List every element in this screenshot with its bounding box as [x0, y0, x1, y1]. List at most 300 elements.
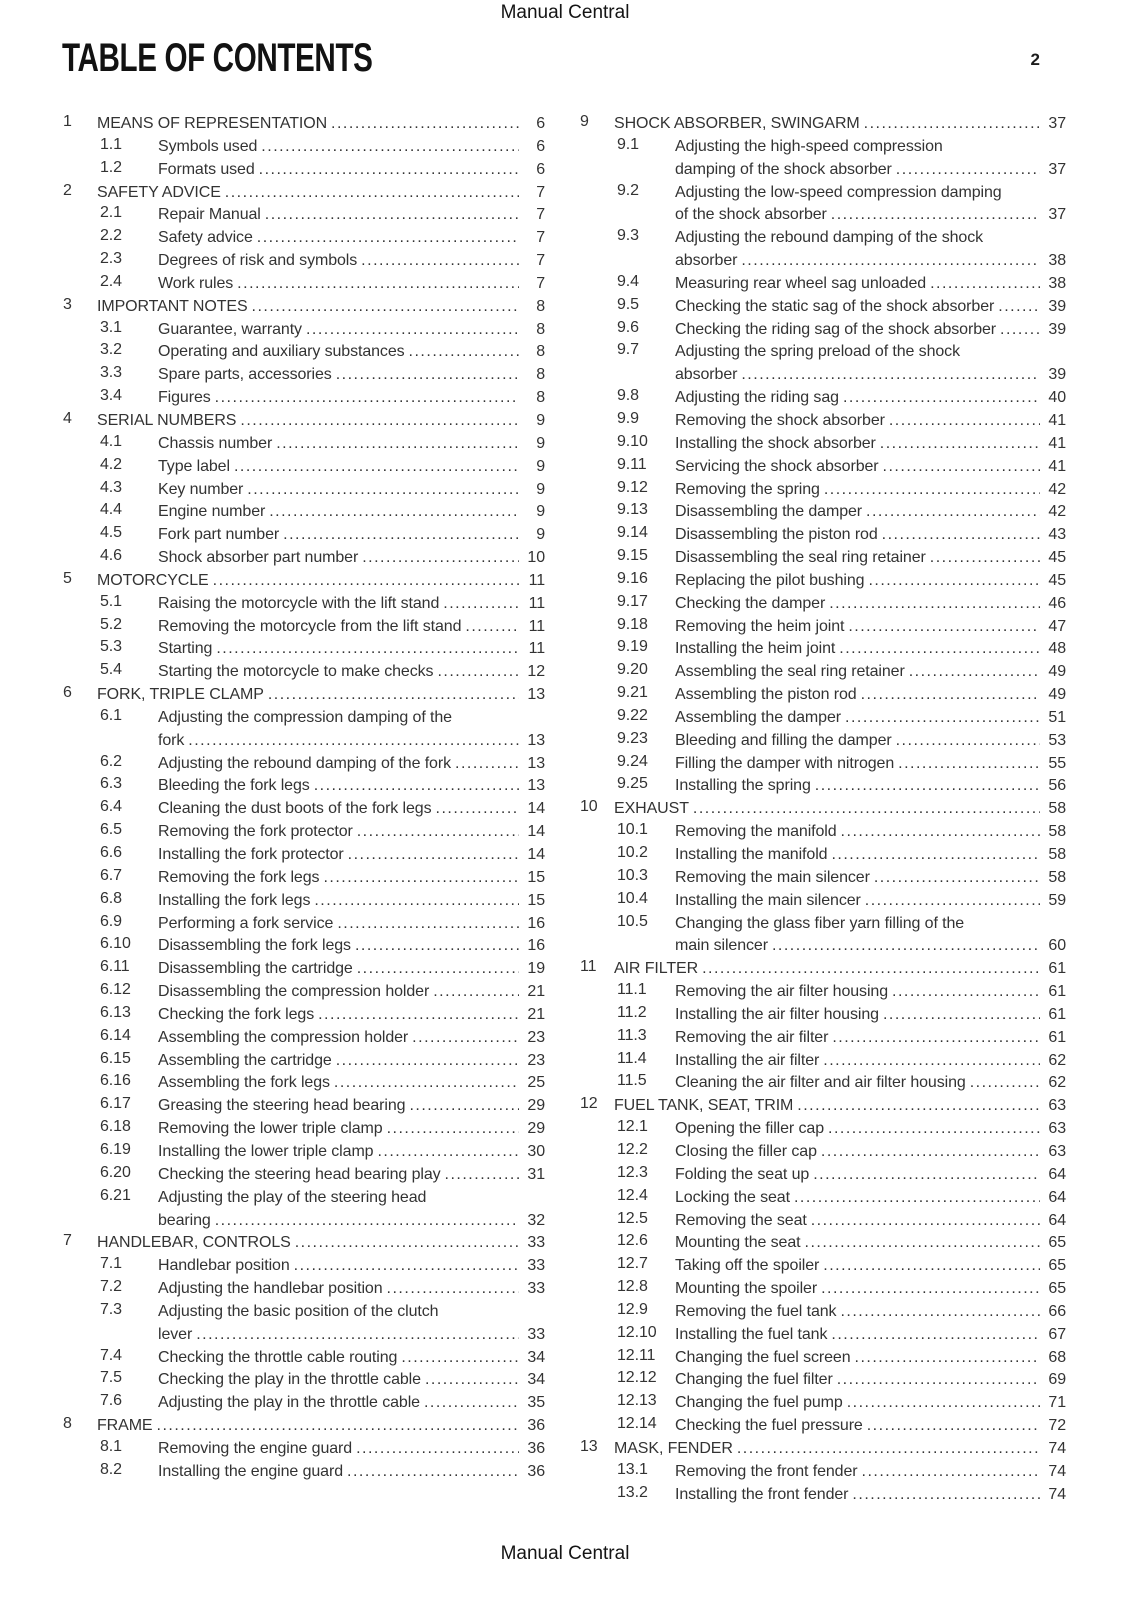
toc-entry[interactable]: [63, 1278, 545, 1301]
dot-leader: [864, 113, 1040, 136]
entry-page: 9: [536, 503, 545, 521]
toc-entry[interactable]: [580, 296, 1066, 319]
toc-entry[interactable]: [63, 958, 545, 981]
entry-body: [158, 1050, 545, 1073]
toc-entry[interactable]: [63, 798, 545, 821]
toc-entry[interactable]: [580, 1004, 1066, 1027]
dot-leader: [797, 1095, 1040, 1118]
toc-entry[interactable]: [63, 1050, 545, 1073]
entry-number: 6.12: [100, 981, 131, 999]
entry-line: [675, 661, 1066, 684]
entry-number: 9.12: [617, 478, 648, 496]
entry-line: [158, 753, 545, 776]
toc-entry[interactable]: [580, 958, 1066, 981]
entry-page: 6: [536, 115, 545, 132]
toc-entry[interactable]: [63, 1072, 545, 1095]
toc-entry[interactable]: [63, 1255, 545, 1278]
toc-entry[interactable]: [63, 250, 545, 273]
toc-entry[interactable]: [63, 547, 545, 570]
dot-leader: [845, 707, 1040, 730]
entry-line: [675, 1301, 1066, 1324]
entry-body: [675, 296, 1066, 319]
entry-number: 6.7: [100, 866, 122, 884]
entry-title: absorber: [675, 366, 738, 384]
toc-entry[interactable]: [63, 524, 545, 547]
entry-title: Installing the air filter: [675, 1051, 820, 1069]
entry-title: Bleeding the fork legs: [158, 777, 310, 795]
entry-page: 58: [1048, 846, 1066, 863]
toc-entry[interactable]: [580, 753, 1066, 776]
entry-number: 12.9: [617, 1300, 648, 1318]
entry-page: 15: [527, 891, 545, 909]
toc-entry[interactable]: [580, 1415, 1066, 1438]
toc-entry[interactable]: [63, 1141, 545, 1164]
toc-entry[interactable]: [580, 319, 1066, 342]
entry-page: 61: [1048, 983, 1066, 1001]
entry-page: 56: [1048, 777, 1066, 795]
toc-entry[interactable]: [63, 1369, 545, 1392]
entry-title: FORK, TRIPLE CLAMP: [97, 686, 264, 704]
entry-body: [158, 1187, 545, 1233]
dot-leader: [855, 1347, 1041, 1370]
entry-body: [158, 273, 545, 296]
toc-entry[interactable]: [580, 616, 1066, 639]
toc-entry[interactable]: [63, 638, 545, 661]
entry-page: 47: [1048, 617, 1066, 635]
entry-body: [675, 913, 1066, 959]
dot-leader: [334, 1072, 519, 1095]
entry-body: [158, 227, 545, 250]
toc-entry[interactable]: [63, 456, 545, 479]
entry-body: [158, 1438, 545, 1461]
toc-entry[interactable]: [580, 1187, 1066, 1210]
toc-entry[interactable]: [580, 1278, 1066, 1301]
entry-number: 6.13: [100, 1003, 131, 1021]
toc-entry[interactable]: [580, 433, 1066, 456]
entry-body: [158, 981, 545, 1004]
entry-line: [158, 1027, 545, 1050]
entry-title: Assembling the cartridge: [158, 1051, 332, 1069]
entry-line: [675, 1210, 1066, 1233]
entry-number: 9.16: [617, 569, 648, 587]
entry-page: 61: [1048, 1005, 1066, 1023]
entry-title: Assembling the piston rod: [675, 686, 857, 704]
toc: [63, 113, 1066, 1506]
entry-title: bearing: [158, 1211, 211, 1229]
entry-page: 13: [527, 731, 545, 749]
toc-entry[interactable]: [580, 638, 1066, 661]
toc-entry[interactable]: [580, 1324, 1066, 1347]
toc-entry[interactable]: [63, 707, 545, 753]
toc-entry[interactable]: [63, 935, 545, 958]
toc-entry[interactable]: [580, 1301, 1066, 1324]
entry-number: 2.1: [100, 204, 122, 222]
dot-leader: [216, 638, 519, 661]
toc-entry[interactable]: [580, 867, 1066, 890]
entry-title: Engine number: [158, 503, 266, 521]
toc-entry[interactable]: [580, 1164, 1066, 1187]
dot-leader: [867, 1415, 1040, 1438]
toc-entry[interactable]: [580, 1232, 1066, 1255]
entry-page: 45: [1048, 571, 1066, 589]
toc-entry[interactable]: [63, 1164, 545, 1187]
toc-entry[interactable]: [63, 1415, 545, 1438]
entry-page: 21: [527, 983, 545, 1001]
entry-line: [675, 250, 1066, 273]
entry-line: [675, 867, 1066, 890]
entry-line: [158, 1210, 545, 1233]
toc-entry[interactable]: [580, 981, 1066, 1004]
toc-entry[interactable]: [63, 1004, 545, 1027]
entry-number: 11.2: [617, 1003, 647, 1021]
entry-body: [675, 1278, 1066, 1301]
entry-body: [158, 1027, 545, 1050]
entry-title: Repair Manual: [158, 206, 261, 224]
toc-entry[interactable]: [63, 775, 545, 798]
entry-title: HANDLEBAR, CONTROLS: [97, 1234, 291, 1252]
entry-page: 9: [536, 457, 545, 475]
entry-page: 8: [536, 297, 545, 315]
entry-body: [158, 593, 545, 616]
toc-entry[interactable]: [63, 616, 545, 639]
toc-entry[interactable]: [63, 387, 545, 410]
toc-entry[interactable]: [580, 1050, 1066, 1073]
entry-body: [675, 433, 1066, 456]
toc-entry[interactable]: [63, 981, 545, 1004]
dot-leader: [196, 1324, 519, 1347]
toc-entry[interactable]: [580, 1347, 1066, 1370]
entry-line: [675, 1050, 1066, 1073]
entry-number: 1.2: [100, 158, 122, 176]
dot-leader: [840, 1301, 1040, 1324]
entry-number: 10: [580, 798, 598, 816]
entry-title: fork: [158, 731, 185, 749]
entry-page: 8: [536, 343, 545, 361]
entry-page: 60: [1048, 937, 1066, 955]
toc-entry[interactable]: [580, 136, 1066, 182]
entry-line: [675, 570, 1066, 593]
entry-page: 67: [1048, 1325, 1066, 1343]
toc-entry[interactable]: [580, 1369, 1066, 1392]
dot-leader: [831, 844, 1040, 867]
entry-number: 9.17: [617, 592, 648, 610]
dot-leader: [409, 341, 519, 364]
toc-entry[interactable]: [63, 1095, 545, 1118]
entry-body: [675, 867, 1066, 890]
entry-line: [675, 1278, 1066, 1301]
entry-number: 9.5: [617, 295, 639, 313]
toc-entry[interactable]: [580, 593, 1066, 616]
entry-number: 6.5: [100, 821, 122, 839]
entry-body: [675, 890, 1066, 913]
entry-number: 6.11: [100, 958, 130, 976]
entry-body: [158, 1004, 545, 1027]
toc-entry[interactable]: [63, 296, 545, 319]
toc-entry[interactable]: [580, 844, 1066, 867]
toc-entry[interactable]: [63, 661, 545, 684]
toc-entry[interactable]: [580, 684, 1066, 707]
entry-number: 9.4: [617, 272, 639, 290]
entry-body: [158, 1347, 545, 1370]
toc-entry[interactable]: [63, 1347, 545, 1370]
entry-body: [675, 1210, 1066, 1233]
toc-entry[interactable]: [63, 1232, 545, 1255]
entry-number: 8.2: [100, 1460, 122, 1478]
entry-page: 66: [1048, 1302, 1066, 1320]
entry-number: 9.8: [617, 387, 639, 405]
entry-line: [158, 433, 545, 456]
entry-body: [158, 935, 545, 958]
toc-entry[interactable]: [63, 136, 545, 159]
toc-entry[interactable]: [580, 570, 1066, 593]
toc-entry[interactable]: [580, 1255, 1066, 1278]
dot-leader: [883, 1004, 1040, 1027]
toc-entry[interactable]: [63, 410, 545, 433]
entry-title: Opening the filler cap: [675, 1120, 825, 1138]
entry-line: [675, 1415, 1066, 1438]
entry-title: Installing the fork protector: [158, 846, 344, 863]
toc-entry[interactable]: [580, 113, 1066, 136]
toc-entry[interactable]: [63, 753, 545, 776]
toc-entry[interactable]: [63, 821, 545, 844]
entry-number: 12.12: [617, 1369, 657, 1387]
toc-entry[interactable]: [580, 1095, 1066, 1118]
entry-title: Changing the fuel pump: [675, 1394, 843, 1412]
entry-body: [97, 1232, 545, 1255]
entry-body: [158, 204, 545, 227]
dot-leader: [813, 1164, 1040, 1187]
entry-title: Removing the shock absorber: [675, 411, 885, 429]
dot-leader: [436, 798, 519, 821]
entry-body: [675, 1347, 1066, 1370]
entry-title: Adjusting the play in the throttle cable: [158, 1394, 420, 1412]
toc-entry[interactable]: [63, 1461, 545, 1484]
entry-page: 8: [536, 389, 545, 407]
entry-line: [158, 958, 545, 981]
entry-number: 11.1: [617, 981, 647, 999]
entry-title: Symbols used: [158, 137, 258, 155]
entry-line: [158, 775, 545, 798]
toc-entry[interactable]: [580, 410, 1066, 433]
toc-entry[interactable]: [63, 341, 545, 364]
toc-entry[interactable]: [580, 707, 1066, 730]
entry-body: [675, 753, 1066, 776]
entry-number: 9.9: [617, 409, 639, 427]
dot-leader: [425, 1369, 519, 1392]
dot-leader: [283, 524, 519, 547]
toc-entry[interactable]: [63, 364, 545, 387]
toc-entry[interactable]: [63, 501, 545, 524]
entry-number: 6.20: [100, 1163, 131, 1181]
dot-leader: [237, 273, 519, 296]
entry-line: [675, 1072, 1066, 1095]
toc-entry[interactable]: [580, 798, 1066, 821]
toc-entry[interactable]: [580, 821, 1066, 844]
entry-title: damping of the shock absorber: [675, 160, 892, 178]
toc-entry[interactable]: [63, 890, 545, 913]
entry-line: [158, 798, 545, 821]
entry-line: [158, 204, 545, 227]
entry-line: [675, 1255, 1066, 1278]
dot-leader: [930, 273, 1040, 296]
entry-line: [675, 593, 1066, 616]
toc-entry[interactable]: [63, 319, 545, 342]
dot-leader: [234, 456, 519, 479]
entry-page: 61: [1048, 1028, 1066, 1046]
dot-leader: [852, 1484, 1040, 1507]
entry-number: 12.4: [617, 1186, 648, 1204]
dot-leader: [433, 981, 519, 1004]
entry-number: 9.23: [617, 729, 648, 747]
entry-page: 33: [527, 1280, 545, 1298]
dot-leader: [347, 1461, 519, 1484]
entry-page: 15: [527, 868, 545, 886]
toc-entry[interactable]: [580, 227, 1066, 273]
entry-page: 36: [527, 1417, 545, 1435]
dot-leader: [892, 981, 1040, 1004]
entry-number: 9.6: [617, 318, 639, 336]
entry-title: MOTORCYCLE: [97, 571, 209, 589]
toc-entry[interactable]: [580, 1027, 1066, 1050]
entry-title: Checking the fuel pressure: [675, 1417, 863, 1435]
entry-line: [97, 410, 545, 433]
entry-page: 9: [536, 526, 545, 544]
toc-entry[interactable]: [63, 204, 545, 227]
toc-entry[interactable]: [580, 1141, 1066, 1164]
dot-leader: [815, 775, 1040, 798]
toc-entry[interactable]: [580, 730, 1066, 753]
toc-entry[interactable]: [63, 1118, 545, 1141]
entry-page: 41: [1048, 411, 1066, 429]
entry-body: [158, 616, 545, 639]
entry-line: [158, 227, 545, 250]
entry-title: Raising the motorcycle with the lift stand: [158, 594, 440, 612]
entry-title: Installing the lower triple clamp: [158, 1142, 374, 1160]
entry-body: [158, 753, 545, 776]
toc-entry[interactable]: [63, 1187, 545, 1233]
entry-title: Changing the fuel filter: [675, 1371, 833, 1389]
entry-title: Checking the throttle cable routing: [158, 1348, 398, 1366]
entry-body: [675, 707, 1066, 730]
toc-entry[interactable]: [580, 547, 1066, 570]
dot-leader: [348, 844, 519, 867]
entry-number: 8: [63, 1415, 72, 1433]
entry-page: 29: [527, 1097, 545, 1115]
toc-entry[interactable]: [63, 227, 545, 250]
entry-title: Adjusting the high-speed compression: [675, 137, 943, 155]
toc-entry[interactable]: [63, 684, 545, 707]
toc-entry[interactable]: [580, 501, 1066, 524]
toc-entry[interactable]: [580, 456, 1066, 479]
entry-body: [158, 1278, 545, 1301]
toc-entry[interactable]: [63, 1301, 545, 1347]
entry-body: [675, 1072, 1066, 1095]
entry-line: [97, 1415, 545, 1438]
toc-entry[interactable]: [580, 1392, 1066, 1415]
entry-title: SERIAL NUMBERS: [97, 411, 237, 429]
entry-page: 65: [1048, 1234, 1066, 1252]
entry-line: [158, 387, 545, 410]
entry-title: MEANS OF REPRESENTATION: [97, 115, 328, 132]
dot-leader: [331, 113, 519, 136]
entry-page: 10: [527, 549, 545, 567]
toc-entry[interactable]: [580, 913, 1066, 959]
entry-title: Removing the fuel tank: [675, 1302, 837, 1320]
toc-entry[interactable]: [580, 341, 1066, 387]
toc-entry[interactable]: [63, 182, 545, 205]
entry-body: [158, 844, 545, 867]
toc-entry[interactable]: [63, 1438, 545, 1461]
toc-entry[interactable]: [580, 182, 1066, 228]
toc-entry[interactable]: [63, 1027, 545, 1050]
toc-entry[interactable]: [63, 867, 545, 890]
entry-title: Removing the seat: [675, 1211, 807, 1229]
entry-body: [675, 661, 1066, 684]
entry-number: 11.5: [617, 1072, 647, 1090]
toc-entry[interactable]: [580, 1210, 1066, 1233]
toc-entry[interactable]: [580, 479, 1066, 502]
entry-page: 41: [1048, 457, 1066, 475]
entry-line: [675, 524, 1066, 547]
toc-entry[interactable]: [63, 1392, 545, 1415]
entry-body: [675, 136, 1066, 182]
entry-body: [158, 821, 545, 844]
entry-number: 12.5: [617, 1209, 648, 1227]
entry-page: 7: [536, 252, 545, 270]
toc-entry[interactable]: [580, 524, 1066, 547]
toc-entry[interactable]: [580, 661, 1066, 684]
toc-entry[interactable]: [580, 1072, 1066, 1095]
toc-entry[interactable]: [63, 570, 545, 593]
footer-doc-title: Manual Central: [500, 1543, 630, 1564]
entry-page: 53: [1048, 731, 1066, 749]
entry-body: [158, 1164, 545, 1187]
toc-entry[interactable]: [580, 775, 1066, 798]
entry-page: 65: [1048, 1257, 1066, 1275]
toc-entry[interactable]: [63, 273, 545, 296]
toc-entry[interactable]: [580, 273, 1066, 296]
toc-entry[interactable]: [580, 1438, 1066, 1461]
toc-entry[interactable]: [580, 387, 1066, 410]
entry-title: Degrees of risk and symbols: [158, 252, 358, 270]
entry-title: Installing the spring: [675, 777, 811, 795]
toc-entry[interactable]: [63, 433, 545, 456]
entry-title: Chassis number: [158, 434, 273, 452]
entry-page: 6: [536, 160, 545, 178]
toc-entry[interactable]: [63, 113, 545, 136]
entry-number: 13: [580, 1437, 598, 1455]
toc-entry[interactable]: [580, 1118, 1066, 1141]
entry-body: [97, 410, 545, 433]
toc-entry[interactable]: [63, 479, 545, 502]
entry-page: 14: [527, 846, 545, 863]
entry-line: [158, 1255, 545, 1278]
toc-entry[interactable]: [63, 593, 545, 616]
toc-entry[interactable]: [580, 1461, 1066, 1484]
entry-page: 74: [1048, 1485, 1066, 1503]
toc-entry[interactable]: [63, 159, 545, 182]
toc-entry[interactable]: [63, 844, 545, 867]
entry-line: [158, 638, 545, 661]
entry-body: [158, 1141, 545, 1164]
entry-body: [675, 1255, 1066, 1278]
toc-entry[interactable]: [580, 1484, 1066, 1507]
toc-entry[interactable]: [63, 913, 545, 936]
entry-number: 11.4: [617, 1049, 647, 1067]
entry-number: 9.19: [617, 638, 648, 656]
toc-entry[interactable]: [580, 890, 1066, 913]
entry-line: [675, 1484, 1066, 1507]
